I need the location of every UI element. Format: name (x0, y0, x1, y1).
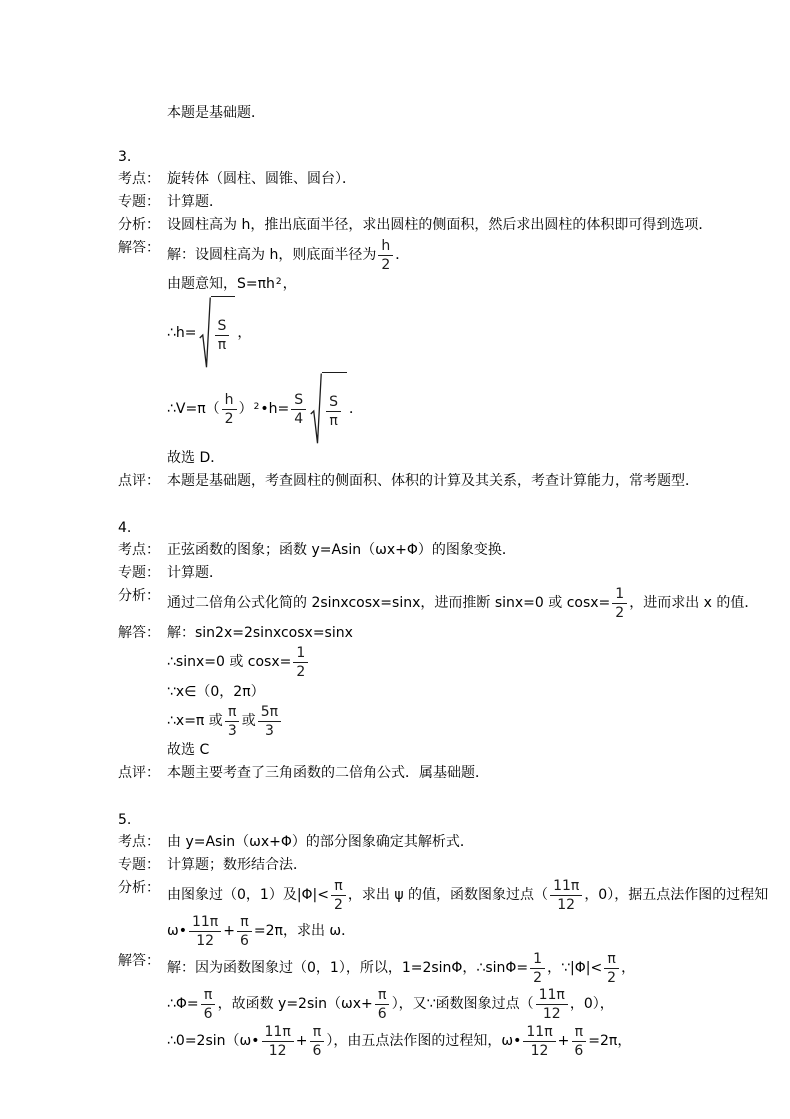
field-content-test-point (167, 831, 786, 854)
field-label-comment: 点评： (118, 473, 160, 490)
fraction (222, 392, 237, 427)
fraction-numerator: S (215, 318, 230, 336)
field-label-solution: 解答： (118, 240, 160, 256)
field-content-test-point (167, 168, 786, 191)
content-line (167, 238, 786, 273)
text-run: ， (237, 325, 252, 342)
row-topic (118, 854, 786, 877)
fraction-numerator: 11π (550, 878, 582, 896)
fraction-numerator: 11π (262, 1024, 294, 1042)
text-run: ），由五点法作图的过程知，ω• (326, 1032, 522, 1049)
text-run: 设圆柱高为 h，推出底面半径，求出圆柱的侧面积，然后求出圆柱的体积即可得到选项． (167, 217, 713, 233)
fraction (189, 914, 221, 949)
fraction-numerator: 11π (189, 914, 221, 932)
fraction-denominator: 6 (377, 1006, 387, 1023)
content-line (167, 448, 786, 469)
fraction-numerator: π (331, 878, 345, 896)
text-run: 解：sin2x=2sinxcosx=sinx (167, 625, 353, 642)
text-run: ，故函数 y=2sin（ωx+ (217, 996, 373, 1013)
text-run: ，求出 ψ 的值，函数图象过点（ (347, 886, 549, 903)
problem-number: 4. (118, 520, 132, 537)
text-run: =2π，求出 ω． (253, 923, 356, 940)
fraction-denominator: 3 (227, 722, 237, 739)
content-line (167, 192, 786, 213)
fraction-denominator: π (329, 412, 338, 429)
content-line (167, 296, 786, 371)
text-run: •h= (260, 401, 290, 418)
fraction-numerator: S (291, 392, 306, 410)
fraction-denominator: 2 (224, 411, 234, 428)
field-label-solution: 解答： (118, 625, 160, 642)
row-topic (118, 562, 786, 585)
field-content-analysis (167, 877, 786, 950)
fraction (523, 1024, 555, 1059)
solutions-list (118, 147, 786, 1060)
text-run: ． (349, 401, 363, 418)
fraction-denominator: 2 (607, 970, 617, 987)
content-line (167, 274, 786, 295)
content-line (167, 855, 786, 876)
fraction-numerator: 1 (293, 645, 308, 663)
fraction-numerator: π (310, 1024, 324, 1042)
content-line (167, 914, 786, 949)
text-run: 正弦函数的图象；函数 y=Asin（ωx+Φ）的图象变换． (167, 542, 516, 559)
fraction-numerator: S (326, 394, 341, 412)
row-solution (118, 622, 786, 761)
problem-number: 3. (118, 149, 132, 165)
text-run: ． (395, 247, 410, 264)
text-run: 本题是基础题，考查圆柱的侧面积、体积的计算及其关系，考查计算能力，常考题型． (167, 473, 699, 490)
row-test-point (118, 539, 786, 562)
text-run: ω• (167, 923, 187, 940)
text-run: ，0），据五点法作图的过程知 (584, 886, 769, 903)
text-run: 本题主要考查了三角函数的二倍角公式．属基础题． (167, 764, 489, 781)
text-run: ，0）， (569, 996, 614, 1013)
text-run: 解：因为函数图象过（0，1），所以，1=2sinΦ，∴sinΦ= (167, 960, 529, 977)
fraction-denominator: 2 (334, 896, 343, 913)
text-run: ∴h= (167, 325, 197, 342)
fraction-denominator: 2 (381, 257, 391, 274)
content-line (167, 740, 786, 761)
fraction-denominator: 12 (542, 1006, 561, 1023)
content-line (167, 471, 786, 492)
content-line (167, 645, 786, 680)
fraction (326, 394, 341, 429)
content-line (167, 763, 786, 784)
fraction (530, 951, 545, 986)
content-line (167, 169, 786, 190)
text-run: ，进而求出 x 的值． (629, 595, 759, 612)
field-content-solution (167, 950, 786, 1060)
text-run: =2π， (588, 1032, 632, 1049)
text-run: 由题意知，S=πh (167, 276, 275, 293)
field-label-test-point: 考点： (118, 833, 160, 850)
fraction-denominator: 2 (533, 970, 543, 987)
fraction-denominator: 2 (615, 605, 625, 622)
fraction (550, 878, 582, 913)
row-test-point (118, 168, 786, 191)
content-line (167, 682, 786, 703)
fraction-denominator: 2 (296, 664, 306, 681)
row-test-point (118, 831, 786, 854)
field-label-topic: 专题： (118, 565, 160, 582)
text-run: ∴0=2sin（ω• (167, 1032, 260, 1049)
content-line (167, 987, 786, 1022)
field-label-analysis: 分析： (118, 879, 160, 896)
fraction (309, 1024, 324, 1059)
fraction-numerator: 5π (258, 704, 281, 722)
text-run: + (295, 1032, 308, 1049)
field-content-solution (167, 622, 786, 761)
row-solution (118, 237, 786, 470)
radical-sign-icon (199, 296, 211, 371)
fraction-numerator: π (604, 951, 618, 969)
fraction (604, 951, 619, 986)
text-run: 或 (241, 712, 256, 729)
text-run: 故选 D． (167, 450, 225, 467)
text-run: 由 y=Asin（ωx+Φ）的部分图象确定其解析式． (167, 833, 474, 850)
field-content-topic (167, 854, 786, 877)
field-content-comment (167, 470, 786, 493)
row-topic (118, 191, 786, 214)
fraction-numerator: h (222, 392, 237, 410)
row-analysis (118, 585, 786, 622)
problem-number: 5. (118, 811, 132, 828)
fraction (262, 1024, 294, 1059)
content-line (167, 540, 786, 561)
fraction (291, 392, 306, 427)
text-run: ，∵|Φ|< (547, 960, 603, 977)
carryover-note: 本题是基础题． (167, 104, 265, 121)
content-line (167, 951, 786, 986)
text-run: ∴V=π（ (167, 401, 220, 418)
fraction (612, 586, 627, 621)
fraction (258, 704, 281, 739)
field-label-topic: 专题： (118, 856, 160, 873)
fraction (225, 704, 240, 739)
radicand (211, 296, 236, 371)
content-line (167, 215, 786, 236)
field-label-solution: 解答： (118, 953, 160, 970)
radical-sign-icon (310, 372, 322, 447)
fraction (331, 878, 346, 913)
fraction (571, 1024, 586, 1059)
content-line (167, 372, 786, 447)
row-comment (118, 762, 786, 785)
fraction (293, 645, 308, 680)
field-content-comment (167, 762, 786, 785)
solution-section (118, 518, 786, 785)
fraction-denominator: 4 (294, 411, 304, 428)
text-run: ∵x∈（0，2π） (167, 683, 265, 700)
text-run: 解：设圆柱高为 h，则底面半径为 (167, 247, 377, 264)
text-run: ∴Φ= (167, 996, 199, 1013)
fraction-denominator: 3 (264, 722, 274, 739)
text-run: + (557, 1032, 570, 1049)
text-run: 通过二倍角公式化简的 2sinxcosx=sinx，进而推断 sinx=0 或 cosx= (167, 595, 611, 612)
row-analysis (118, 214, 786, 237)
row-comment (118, 470, 786, 493)
fraction-denominator: 12 (196, 933, 215, 950)
text-run: ∴sinx=0 或 cosx= (167, 654, 292, 671)
superscript: 2 (253, 402, 260, 413)
fraction-denominator: 12 (530, 1042, 549, 1059)
fraction-numerator: 1 (612, 586, 627, 604)
text-run: 计算题；数形结合法． (167, 856, 307, 873)
text-run: ， (282, 276, 297, 293)
text-run: 由图象过（0，1）及|Φ|< (167, 886, 329, 903)
fraction (375, 987, 390, 1022)
content-line (167, 704, 786, 739)
text-run: ， (621, 960, 636, 977)
row-analysis (118, 877, 786, 950)
content-line (167, 623, 786, 644)
fraction-numerator: 11π (523, 1024, 555, 1042)
text-run: 计算题． (167, 194, 223, 210)
fraction-numerator: π (201, 987, 215, 1005)
text-run: ），又∵函数图象过点（ (391, 996, 534, 1013)
fraction-numerator: π (225, 704, 239, 722)
text-run: ） (238, 401, 253, 418)
fraction-numerator: π (375, 987, 389, 1005)
superscript: 2 (275, 277, 282, 288)
fraction (536, 987, 568, 1022)
square-root (199, 296, 236, 371)
fraction (237, 914, 252, 949)
fraction-denominator: 6 (203, 1006, 213, 1023)
field-content-test-point (167, 539, 786, 562)
fraction-denominator: 12 (557, 896, 576, 913)
fraction-numerator: π (237, 914, 251, 932)
field-label-test-point: 考点： (118, 171, 160, 187)
field-label-analysis: 分析： (118, 588, 160, 605)
content-line (167, 563, 786, 584)
content-line (167, 832, 786, 853)
fraction-denominator: π (217, 336, 227, 353)
field-content-solution (167, 237, 786, 470)
field-content-analysis (167, 585, 786, 622)
fraction (378, 238, 393, 273)
field-content-analysis (167, 214, 786, 237)
text-run: 旋转体（圆柱、圆锥、圆台）． (167, 171, 356, 187)
fraction-denominator: 6 (574, 1042, 584, 1059)
content-line (167, 586, 786, 621)
fraction-numerator: π (572, 1024, 586, 1042)
square-root (310, 372, 347, 447)
fraction (215, 318, 230, 353)
fraction-numerator: h (378, 238, 393, 256)
fraction-denominator: 6 (239, 933, 249, 950)
fraction-numerator: 11π (536, 987, 568, 1005)
field-label-comment: 点评： (118, 764, 160, 781)
content-line (167, 1024, 786, 1059)
field-label-topic: 专题： (118, 194, 160, 210)
field-content-topic (167, 562, 786, 585)
field-label-test-point: 考点： (118, 542, 160, 559)
text-run: 故选 C (167, 741, 210, 758)
text-run: 计算题． (167, 565, 223, 582)
text-run: + (223, 923, 235, 940)
fraction-denominator: 6 (312, 1042, 322, 1059)
solution-section (118, 147, 786, 493)
fraction-numerator: 1 (530, 951, 545, 969)
solution-section (118, 810, 786, 1060)
content-line (167, 878, 786, 913)
fraction-denominator: 12 (268, 1042, 287, 1059)
radicand (322, 372, 347, 447)
row-solution (118, 950, 786, 1060)
field-label-analysis: 分析： (118, 217, 160, 233)
fraction (201, 987, 216, 1022)
field-content-topic (167, 191, 786, 214)
text-run: ∴x=π 或 (167, 712, 223, 729)
